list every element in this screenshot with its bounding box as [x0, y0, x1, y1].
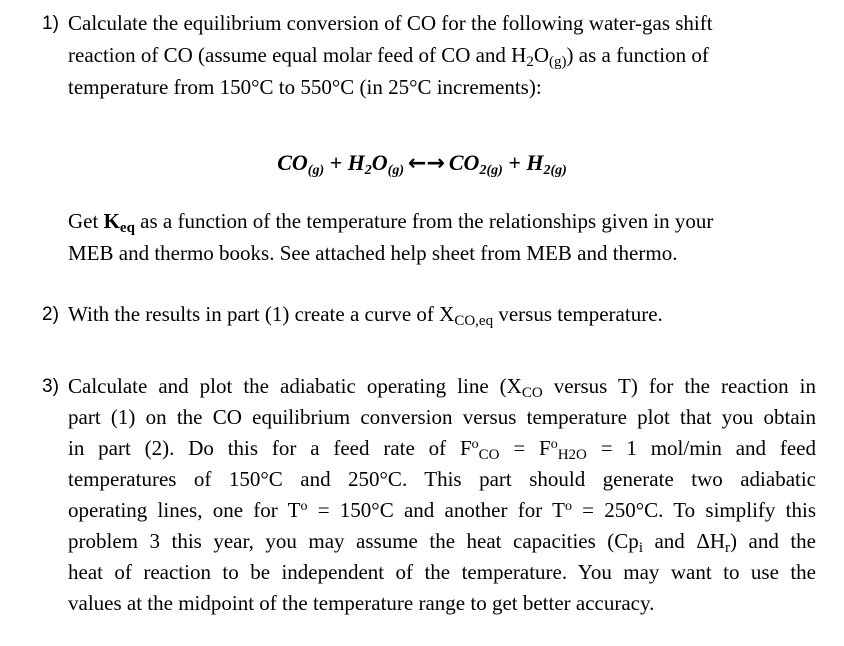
keq-line-2: MEB and thermo books. See attached help sheet from MEB and thermo.	[68, 241, 678, 265]
q3-line-6	[68, 526, 816, 557]
q3-fh2o-sub: H2O	[557, 447, 587, 463]
eq-h2o-h: H	[347, 150, 365, 175]
q3-line-5-a: operating lines, one for T	[68, 498, 301, 522]
keq-symbol-sub: eq	[119, 220, 135, 236]
eq-h2-sub: 2(g)	[543, 163, 567, 178]
q1-line-2-b: O	[533, 43, 550, 67]
eq-plus-1: +	[324, 150, 348, 175]
q3-line-5-b: = 150°C and another for T	[307, 498, 565, 522]
eq-h2o-phase: (g)	[387, 163, 404, 178]
q1-line-2	[68, 40, 709, 71]
q3-line-1	[68, 371, 816, 402]
q3-line-5-c: = 250°C. To simplify this	[571, 498, 816, 522]
q3-line-8: values at the midpoint of the temperature range to get better accuracy.	[68, 591, 655, 615]
q3-line-3	[68, 433, 816, 464]
q3-xco-sub: CO	[521, 385, 543, 401]
q3-cp-sub: i	[638, 540, 643, 556]
q3-line-3-b: = F	[499, 436, 551, 460]
q3-dh-sub: r	[725, 540, 730, 556]
eq-co-phase: (g)	[307, 163, 325, 178]
eq-h2o-sub: 2	[364, 163, 372, 178]
q3-line-5	[68, 495, 816, 526]
eq-h2o-o: O	[371, 150, 388, 175]
q2-text	[68, 299, 663, 330]
keq-line-1	[68, 206, 713, 237]
q3-t0-sup-1: o	[300, 499, 308, 514]
q1-line-3: temperature from 150°C to 550°C (in 25°C increments):	[68, 75, 542, 99]
q1-line-2-a: reaction of CO (assume equal molar feed of CO and H	[68, 43, 527, 67]
q2-text-a: With the results in part (1) create a curve of X	[68, 302, 455, 326]
q3-line-6-b: and ΔH	[642, 529, 725, 553]
eq-co: CO	[277, 150, 308, 175]
q3-line-2: part (1) on the CO equilibrium conversion versus temperature plot that you obtain	[68, 405, 816, 429]
q1-h2o-sub-2: 2	[526, 54, 534, 70]
q1-h2o-phase: (g)	[549, 54, 567, 70]
eq-co2-sub: 2(g)	[479, 163, 503, 178]
keq-symbol: K	[103, 209, 120, 233]
q2-text-b: versus temperature.	[493, 302, 663, 326]
q3-fco-sup: o	[471, 437, 479, 452]
q3-t0-sup-2: o	[564, 499, 572, 514]
reaction-equation	[0, 147, 844, 179]
q1-line-2-c: ) as a function of	[566, 43, 709, 67]
q3-fco-sub: CO	[478, 447, 500, 463]
q3-line-3-c: = 1 mol/min and feed	[586, 436, 816, 460]
q3-line-6-c: ) and the	[730, 529, 816, 553]
q3-line-3-a: in part (2). Do this for a feed rate of F	[68, 436, 472, 460]
q1-line-1: Calculate the equilibrium conversion of CO for the following water-gas shift	[68, 11, 713, 35]
q3-line-1-b: versus T) for the reaction in	[542, 374, 816, 398]
equilibrium-arrow-icon: ←→	[408, 151, 445, 176]
q3-line-4: temperatures of 150°C and 250°C. This part should generate two adiabatic	[68, 467, 816, 491]
q3-line-7: heat of reaction to be independent of the temperature. You may want to use the	[68, 560, 816, 584]
q2-number: 2)	[42, 304, 59, 325]
keq-line-1-a: Get	[68, 209, 104, 233]
q3-line-6-a: problem 3 this year, you may assume the heat capacities (Cp	[68, 529, 639, 553]
q1-number: 1)	[42, 13, 59, 34]
eq-co2: CO	[448, 150, 480, 175]
keq-line-1-b: as a function of the temperature from the relationships given in your	[134, 209, 714, 233]
q3-fh2o-sup: o	[550, 437, 558, 452]
q3-number: 3)	[42, 376, 59, 397]
eq-h2: H	[526, 150, 544, 175]
eq-plus-2: +	[502, 150, 527, 175]
q3-line-1-a: Calculate and plot the adiabatic operating line (X	[68, 374, 522, 398]
q2-xco-sub: CO,eq	[454, 313, 494, 329]
